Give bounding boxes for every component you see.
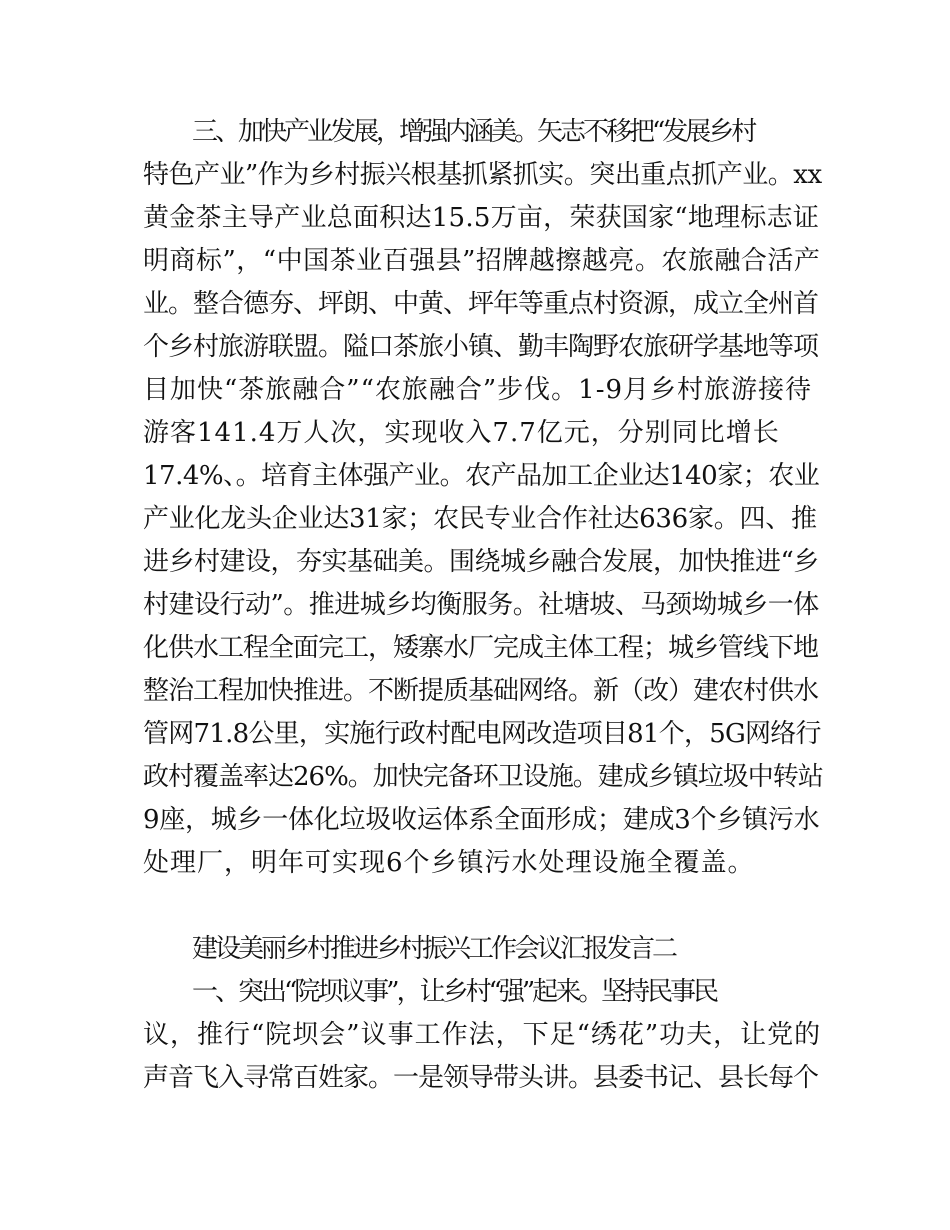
text-line: 政村覆盖率达26%。加快完备环卫设施。建成乡镇垃圾中转站 [143, 762, 823, 792]
text-line: 游客141.4万人次，实现收入7.7亿元，分别同比增长 [143, 418, 780, 448]
text-line: 处理厂，明年可实现6个乡镇污水处理设施全覆盖。 [143, 848, 755, 878]
text-line: 明商标”，“中国茶业百强县”招牌越擦越亮。农旅融合活产 [143, 246, 821, 276]
text-line: 黄金茶主导产业总面积达15.5万亩，荣获国家“地理标志证 [143, 203, 820, 233]
text-line: 17.4%、。培育主体强产业。农产品加工企业达140家；农业 [143, 461, 820, 491]
text-line: 进乡村建设，夯实基础美。围绕城乡融合发展，加快推进“乡 [143, 547, 819, 577]
text-line: 目加快“茶旅融合”“农旅融合”步伐。1-9月乡村旅游接待 [143, 375, 813, 405]
text-line: 特色产业”作为乡村振兴根基抓紧抓实。突出重点抓产业。xx [143, 160, 822, 190]
text-line: 村建设行动”。推进城乡均衡服务。社塘坡、马颈坳城乡一体 [143, 590, 819, 620]
text-line: 9座，城乡一体化垃圾收运体系全面形成；建成3个乡镇污水 [143, 805, 820, 835]
text-line: 产业化龙头企业达31家；农民专业合作社达636家。四、推 [143, 504, 817, 534]
text-line: 个乡村旅游联盟。隘口茶旅小镇、勤丰陶野农旅研学基地等项 [143, 332, 819, 362]
text-line: 业。整合德夯、坪朗、中黄、坪年等重点村资源，成立全州首 [143, 289, 819, 319]
text-line: 议，推行“院坝会”议事工作法，下足“绣花”功夫，让党的 [143, 1020, 822, 1050]
text-line: 化供水工程全面完工，矮寨水厂完成主体工程；城乡管线下地 [143, 633, 819, 663]
section-2-title: 建设美丽乡村推进乡村振兴工作会议汇报发言二 [192, 934, 676, 964]
text-line: 三、加快产业发展，增强内涵美。矢志不移把“发展乡村 [192, 117, 755, 147]
text-line: 管网71.8公里，实施行政村配电网改造项目81个，5G网络行 [143, 719, 821, 749]
text-line: 整治工程加快推进。不断提质基础网络。新（改）建农村供水 [143, 676, 819, 706]
text-line: 声音飞入寻常百姓家。一是领导带头讲。县委书记、县长每个 [143, 1063, 819, 1093]
text-line: 一、突出“院坝议事”，让乡村“强”起来。坚持民事民 [192, 977, 717, 1007]
